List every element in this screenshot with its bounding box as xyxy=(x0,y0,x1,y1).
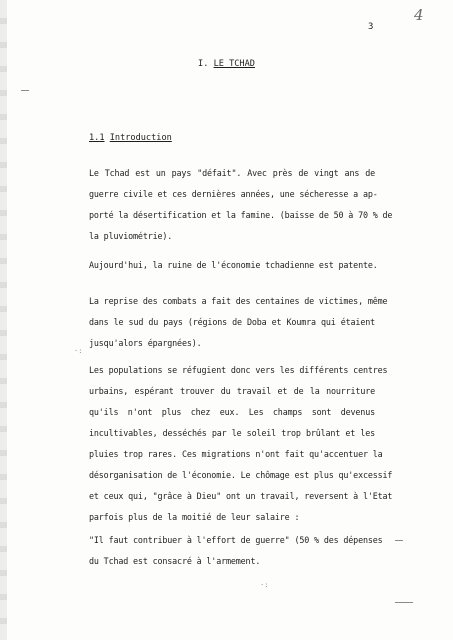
paragraph-war-effort xyxy=(89,530,383,572)
binding-edge xyxy=(0,0,7,640)
paragraph-line: jusqu'alors épargnées). xyxy=(89,338,202,348)
section-title-text: Introduction xyxy=(109,133,172,143)
paragraph-line: du Tchad est consacré à l'armement. xyxy=(89,556,261,566)
paragraph-line: qu'ils n'ont plus chez eux. Les champs sont devenus xyxy=(89,407,375,417)
scan-artifact xyxy=(395,602,413,603)
paragraph-line: Aujourd'hui, la ruine de l'économie tchadienne est patente. xyxy=(89,260,378,270)
scan-artifact: ·: xyxy=(74,347,83,355)
paragraph-line: Le Tchad est un pays "défait". Avec près de vingt ans de xyxy=(89,168,375,178)
paragraph-line: incultivables, desséchés par le soleil trop brûlant et les xyxy=(89,428,375,438)
chapter-title xyxy=(0,59,453,69)
paragraph-line: parfois plus de la moitié de leur salaire : xyxy=(89,512,300,522)
paragraph-line: dans le sud du pays (régions de Doba et Koumra qui étaient xyxy=(89,317,375,327)
paragraph-populations xyxy=(89,360,393,528)
paragraph-line: Les populations se réfugient donc vers les différents centres xyxy=(89,365,388,375)
paragraph-combat xyxy=(89,291,388,354)
scan-artifact xyxy=(21,90,29,91)
scan-artifact xyxy=(395,540,403,541)
section-number: 1.1 xyxy=(89,133,105,143)
paragraph-line: "Il faut contribuer à l'effort de guerre" (50 % des dépenses xyxy=(89,535,383,545)
paragraph-line: guerre civile et ces dernières années, une sécheresse a ap- xyxy=(89,189,378,199)
handwritten-page-mark: 4 xyxy=(414,6,424,24)
section-heading xyxy=(89,133,172,143)
chapter-title-text: LE TCHAD xyxy=(213,59,255,69)
paragraph-line: et ceux qui, "grâce à Dieu" ont un travail, reversent à l'Etat xyxy=(89,491,393,501)
chapter-numeral: I. xyxy=(198,59,209,69)
paragraph-economy xyxy=(89,255,378,276)
paragraph-line: pluies trop rares. Ces migrations n'ont fait qu'accentuer la xyxy=(89,449,383,459)
paragraph-line: désorganisation de l'économie. Le chômage est plus qu'excessif xyxy=(89,470,393,480)
paragraph-line: La reprise des combats a fait des centaines de victimes, même xyxy=(89,296,388,306)
paragraph-line: urbains, espérant trouver du travail et de la nourriture xyxy=(89,386,375,396)
paragraph-intro xyxy=(89,163,393,247)
page-number: 3 xyxy=(368,22,374,32)
paragraph-line: porté la désertification et la famine. (baisse de 50 à 70 % de xyxy=(89,210,393,220)
paragraph-line: la pluviométrie). xyxy=(89,231,173,241)
scan-artifact: ·: xyxy=(260,581,269,589)
